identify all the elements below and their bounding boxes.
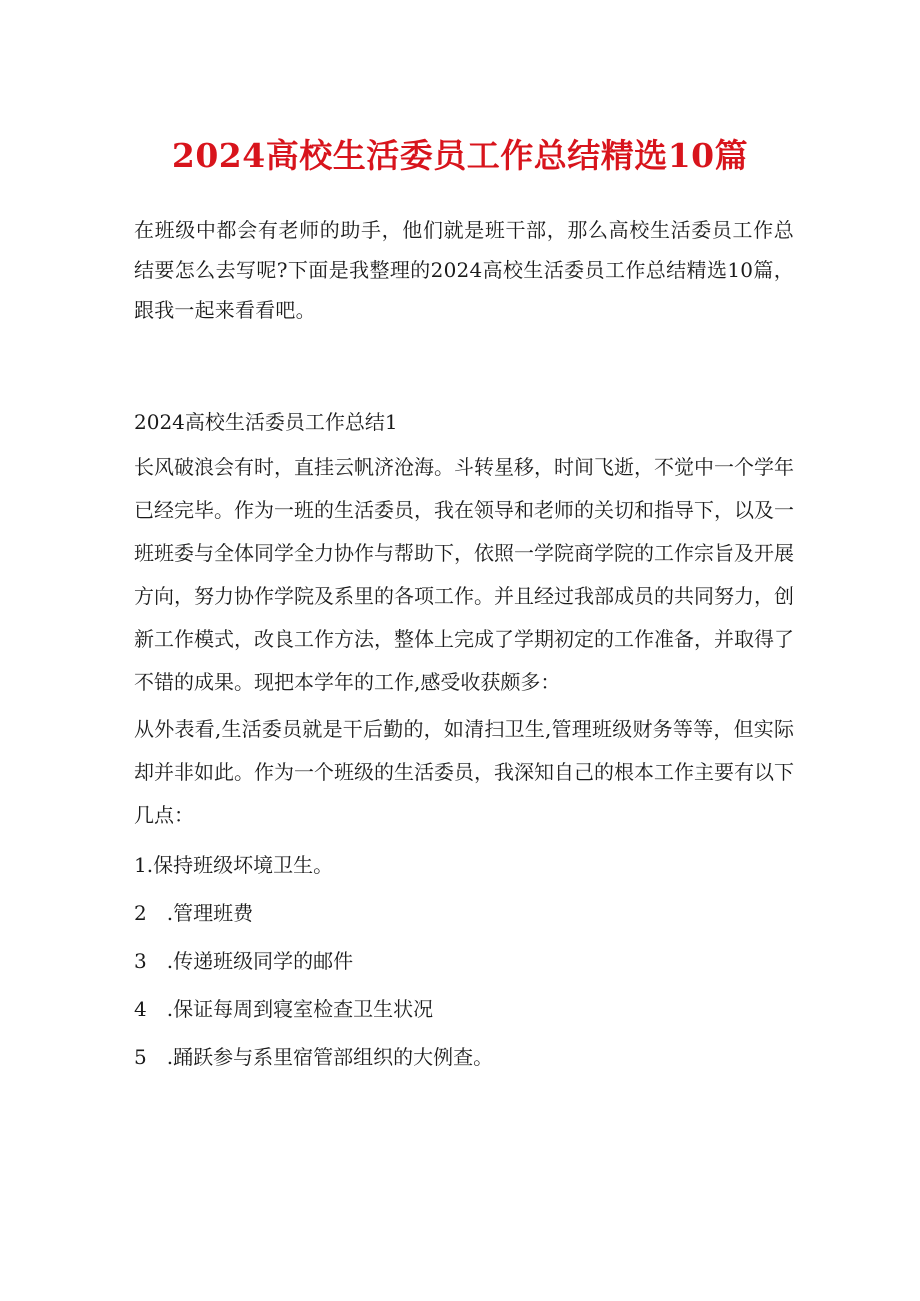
section-heading: 2024高校生活委员工作总结1 xyxy=(134,410,398,434)
document-title: 2024高校生活委员工作总结精选10篇 xyxy=(171,136,749,175)
list-item: 4 .保证每周到寝室检查卫生状况 xyxy=(134,997,434,1021)
intro-paragraph: 在班级中都会有老师的助手，他们就是班干部，那么高校生活委员工作总结要怎么去写呢?下面是我整理的2024高校生活委员工作总结精选10篇，跟我一起来看看吧。 xyxy=(134,218,794,322)
section-spacer xyxy=(134,330,794,402)
body-paragraph-2: 从外表看,生活委员就是干后勤的，如清扫卫生,管理班级财务等等，但实际却并非如此。作为一个班级的生活委员，我深知自己的根本工作主要有以下几点： xyxy=(134,717,794,827)
list-item: 3 .传递班级同学的邮件 xyxy=(134,949,354,973)
body-paragraph-1: 长风破浪会有时，直挂云帆济沧海。斗转星移，时间飞逝，不觉中一个学年已经完毕。作为一班的生活委员，我在领导和老师的关切和指导下，以及一班班委与全体同学全力协作与帮助下，依照一学院商学院的工作宗旨及开展方向，努力协作学院及系里的各项工作。并且经过我部成员的共同努力，创新工作模式，改良工作方法，整体上完成了学期初定的工作准备，并取得了不错的成果。现把本学年的工作,感受收获颇多： xyxy=(134,455,794,694)
duty-list xyxy=(134,841,794,1081)
list-item: 1.保持班级坏境卫生。 xyxy=(134,853,334,877)
document-body xyxy=(134,210,794,1081)
list-item: 2 .管理班费 xyxy=(134,901,254,925)
list-item: 5 .踊跃参与系里宿管部组织的大例查。 xyxy=(134,1045,494,1069)
